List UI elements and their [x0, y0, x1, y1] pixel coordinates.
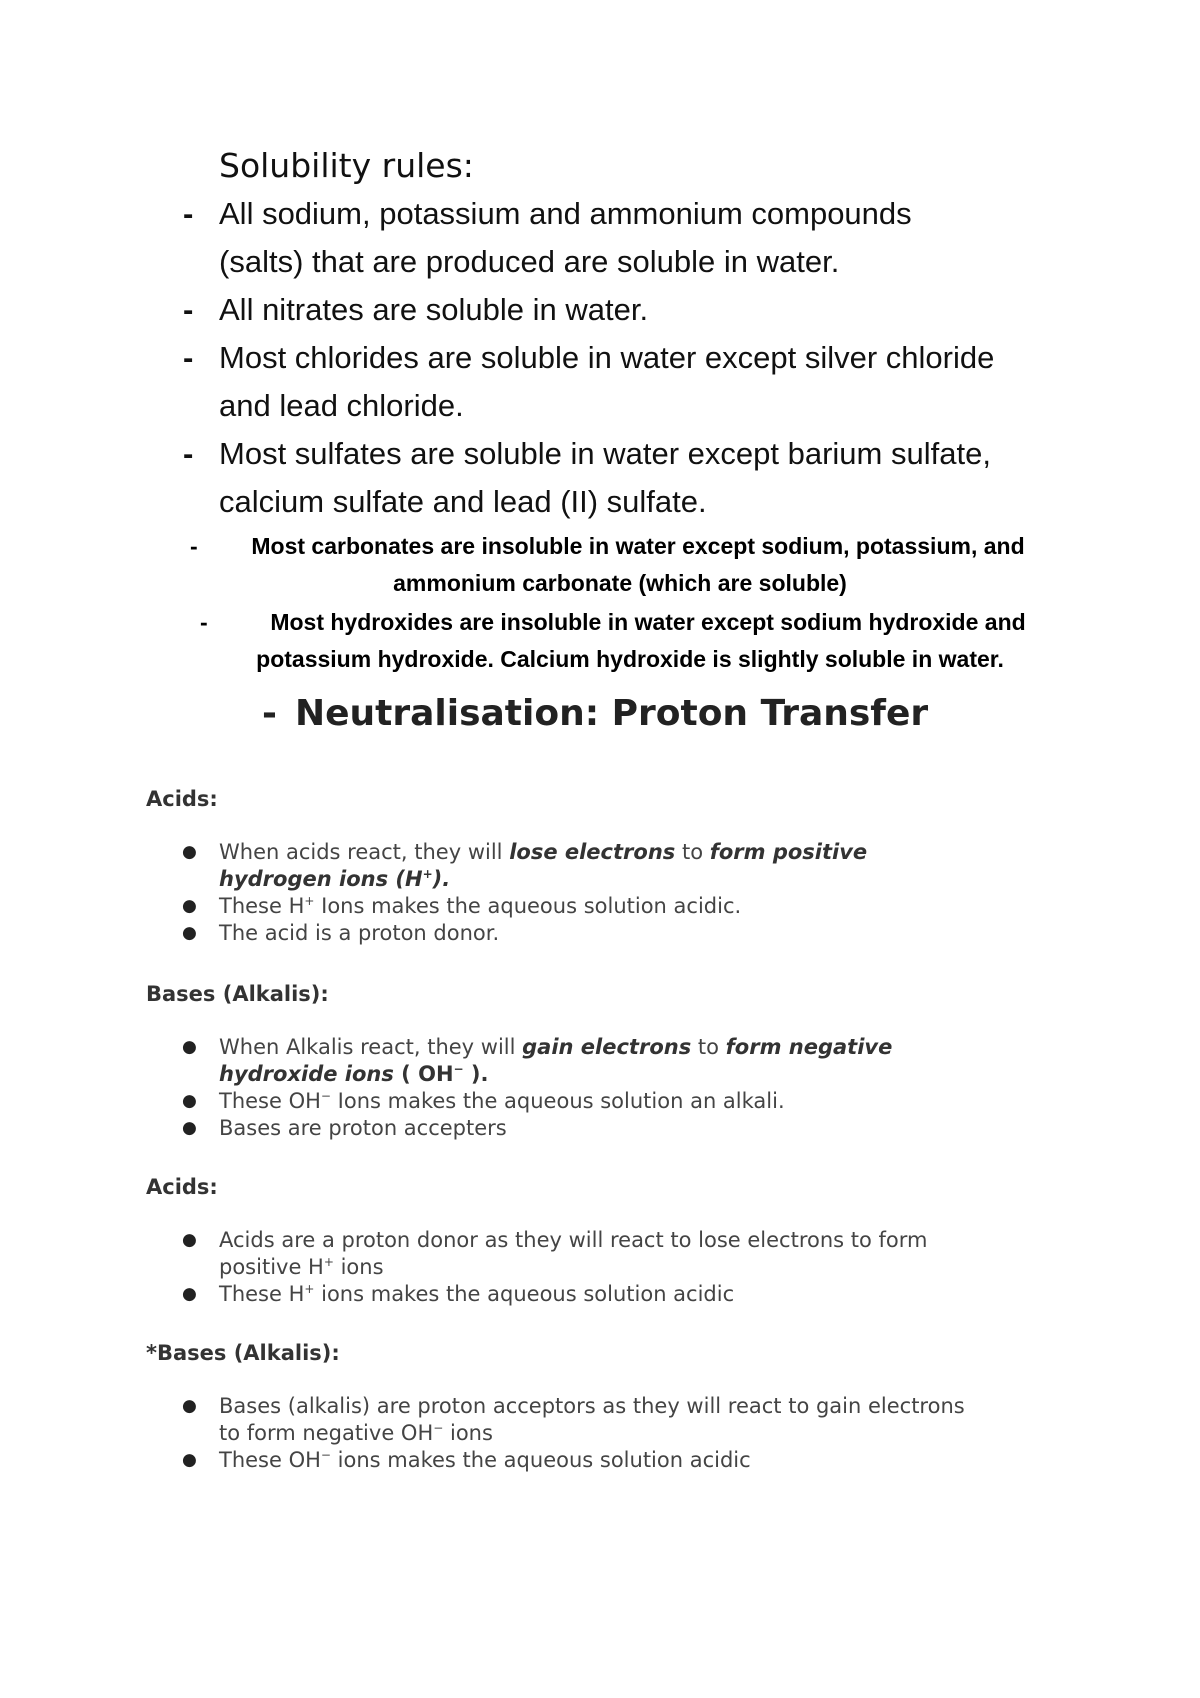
bullet-icon: ●: [182, 1450, 197, 1470]
text-run: ).: [463, 1062, 489, 1086]
bullet-icon: ●: [182, 923, 197, 943]
list-item-line: [219, 920, 1062, 947]
text-run: ions: [443, 1421, 493, 1445]
text-run: positive H: [219, 1255, 324, 1279]
list-item-line: [219, 1254, 1062, 1281]
text-run: gain electrons: [522, 1035, 692, 1059]
text-run: −: [453, 1062, 464, 1076]
text-run: Bases (alkalis) are proton acceptors as they will react to gain electrons: [219, 1394, 965, 1418]
list-item: [182, 1034, 1062, 1088]
text-run: form positive: [709, 840, 868, 864]
text-run: +: [304, 894, 315, 908]
text-run: Acids are a proton donor as they will react to lose electrons to form: [219, 1228, 928, 1252]
solubility-rule: [183, 430, 1083, 526]
rule-dash: -: [183, 340, 194, 375]
list-item: [182, 839, 1062, 893]
text-run: Ions makes the aqueous solution an alkali.: [330, 1089, 785, 1113]
text-run: +: [422, 867, 433, 881]
text-run: lose electrons: [509, 840, 676, 864]
list-item-line: [219, 1281, 1062, 1308]
list-item-line: [219, 1227, 1062, 1254]
rule-line: and lead chloride.: [219, 388, 464, 423]
bullet-icon: ●: [182, 1091, 197, 1111]
text-run: When acids react, they will: [219, 840, 510, 864]
solubility-rule-bold: [200, 604, 1060, 678]
section-label: Acids:: [146, 1175, 218, 1199]
rule-line: calcium sulfate and lead (II) sulfate.: [219, 484, 707, 519]
bullet-icon: ●: [182, 1284, 197, 1304]
text-run: These H: [219, 894, 305, 918]
text-run: The acid is a proton donor.: [219, 921, 500, 945]
solubility-title: Solubility rules:: [219, 146, 474, 185]
bullet-icon: ●: [182, 896, 197, 916]
solubility-rule: [183, 334, 1083, 430]
list-item: [182, 1281, 1062, 1308]
list-item: [182, 1088, 1062, 1115]
bullet-list: [182, 839, 1062, 947]
solubility-rule-bold: [190, 528, 1050, 602]
list-item: [182, 920, 1062, 947]
rule-dash: -: [183, 292, 194, 327]
rule-dash: -: [183, 436, 194, 471]
text-run: to: [691, 1035, 726, 1059]
text-run: When Alkalis react, they will: [219, 1035, 523, 1059]
text-run: −: [433, 1421, 444, 1435]
text-run: ).: [432, 867, 451, 891]
text-run: These OH: [219, 1089, 321, 1113]
bullet-list: [182, 1227, 1062, 1308]
text-run: to form negative OH: [219, 1421, 434, 1445]
solubility-rule: [183, 190, 1083, 286]
text-run: +: [304, 1282, 315, 1296]
text-run: These OH: [219, 1448, 321, 1472]
rule-line: Most sulfates are soluble in water except barium sulfate,: [219, 436, 991, 471]
rule-line: (salts) that are produced are soluble in water.: [219, 244, 840, 279]
text-run: Bases are proton accepters: [219, 1116, 507, 1140]
list-item-line: [219, 1393, 1062, 1420]
rule-dash: -: [190, 533, 198, 559]
bullet-icon: ●: [182, 1037, 197, 1057]
list-item-line: [219, 1088, 1062, 1115]
text-run: to: [675, 840, 710, 864]
text-run: hydroxide ions: [219, 1062, 394, 1086]
section-label: Bases (Alkalis):: [146, 982, 329, 1006]
list-item-line: [219, 839, 1062, 866]
heading-text: Neutralisation: Proton Transfer: [294, 693, 929, 734]
list-item: [182, 1115, 1062, 1142]
bullet-list: [182, 1034, 1062, 1142]
bullet-list: [182, 1393, 1062, 1474]
text-run: −: [320, 1448, 331, 1462]
text-run: ions makes the aqueous solution acidic: [330, 1448, 751, 1472]
section-label: *Bases (Alkalis):: [146, 1341, 340, 1365]
text-run: −: [320, 1089, 331, 1103]
rule-line: Most chlorides are soluble in water except silver chloride: [219, 340, 995, 375]
rule-line: ammonium carbonate (which are soluble): [393, 570, 847, 596]
list-item-line: [219, 1115, 1062, 1142]
bullet-icon: ●: [182, 1396, 197, 1416]
list-item: [182, 1393, 1062, 1447]
text-run: These H: [219, 1282, 305, 1306]
rule-line: All sodium, potassium and ammonium compounds: [219, 196, 912, 231]
list-item-line: [219, 1061, 1062, 1088]
neutralisation-heading: [262, 690, 928, 738]
text-run: form negative: [725, 1035, 893, 1059]
text-run: +: [323, 1255, 334, 1269]
rule-dash: -: [183, 196, 194, 231]
list-item-line: [219, 1447, 1062, 1474]
rule-line: potassium hydroxide. Calcium hydroxide is slightly soluble in water.: [256, 646, 1004, 672]
section-label: Acids:: [146, 787, 218, 811]
rule-line: All nitrates are soluble in water.: [219, 292, 649, 327]
solubility-rule: [183, 286, 1083, 334]
text-run: Ions makes the aqueous solution acidic.: [314, 894, 742, 918]
rule-line: Most carbonates are insoluble in water except sodium, potassium, and: [251, 533, 1025, 559]
list-item-line: [219, 1034, 1062, 1061]
list-item-line: [219, 893, 1062, 920]
bullet-icon: ●: [182, 1118, 197, 1138]
list-item: [182, 893, 1062, 920]
text-run: ions: [333, 1255, 384, 1279]
text-run: hydrogen ions (H: [219, 867, 423, 891]
text-run: ( OH: [393, 1062, 454, 1086]
list-item: [182, 1227, 1062, 1281]
list-item-line: [219, 866, 1062, 893]
rule-dash: -: [200, 609, 208, 635]
heading-dash: -: [262, 693, 277, 734]
bullet-icon: ●: [182, 1230, 197, 1250]
text-run: ions makes the aqueous solution acidic: [314, 1282, 735, 1306]
rule-line: Most hydroxides are insoluble in water except sodium hydroxide and: [270, 609, 1026, 635]
list-item-line: [219, 1420, 1062, 1447]
list-item: [182, 1447, 1062, 1474]
bullet-icon: ●: [182, 842, 197, 862]
